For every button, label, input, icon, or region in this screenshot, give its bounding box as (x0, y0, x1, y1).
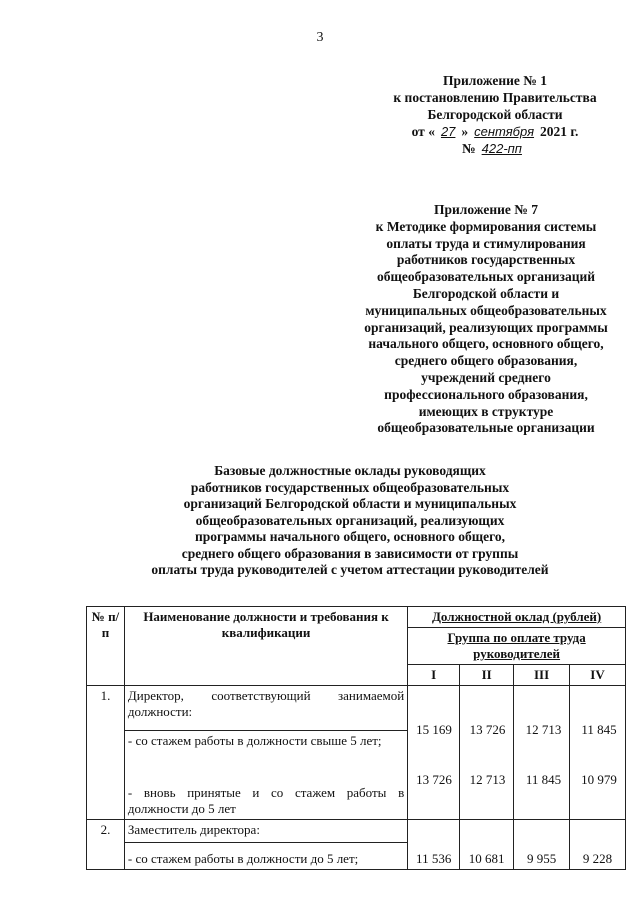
value-cell: 13 726 (416, 772, 452, 787)
header-number: № п/п (87, 607, 125, 686)
appendix7-line: Приложение № 7 (434, 202, 538, 217)
appendix7-line: имеющих в структуре (418, 403, 554, 419)
value-cell: 12 713 (525, 722, 562, 737)
date-year: 2021 г. (540, 124, 579, 139)
appendix7-line: профессионального образования, (384, 386, 588, 402)
appendix1-date (370, 123, 620, 140)
appendix7-line: организаций, реализующих программы (364, 319, 608, 335)
row1-values-a (408, 722, 626, 738)
appendix7-line: общеобразовательные организации (377, 420, 595, 436)
date-day: 27 (440, 124, 456, 139)
group-iv: IV (570, 665, 626, 686)
value-cell: 13 726 (469, 722, 506, 737)
value-cell: 15 169 (416, 722, 452, 737)
appendix7-line: оплаты труда и стимулирования (386, 235, 586, 251)
title-line: организаций Белгородской области и муниципальных (183, 496, 517, 511)
document-title (120, 463, 580, 579)
group-ii: II (460, 665, 514, 686)
appendix7-line: среднего общего образования, (394, 353, 578, 369)
row-number: 1. (87, 686, 125, 820)
title-line: среднего общего образования в зависимости от группы (181, 545, 519, 561)
appendix7-line: муниципальных общеобразовательных (365, 302, 607, 318)
value-cell: 9 955 (514, 820, 570, 870)
value-cell: 9 228 (570, 820, 626, 870)
date-prefix: от « (411, 124, 435, 139)
header-group: Группа по оплате труда руководителей (408, 628, 626, 665)
appendix1-line3: Белгородской области (427, 107, 563, 122)
header-salary: Должностной оклад (рублей) (408, 607, 626, 628)
number-prefix: № (462, 141, 476, 156)
row-number: 2. (87, 820, 125, 870)
value-cell: 11 845 (581, 722, 617, 737)
row-title: Заместитель директора: (124, 820, 407, 843)
group-iii: III (514, 665, 570, 686)
appendix7-line: начального общего, основного общего, (368, 336, 604, 352)
row-subitem: - со стажем работы в должности до 5 лет; (124, 843, 407, 870)
appendix7-block (345, 202, 627, 437)
value-cell: 10 979 (581, 772, 617, 787)
value-cell: 12 713 (469, 772, 506, 787)
title-line: работников государственных общеобразовательных (190, 479, 510, 495)
appendix1-line1: Приложение № 1 (443, 73, 547, 88)
title-line: программы начального общего, основного общего, (194, 529, 506, 544)
title-line: оплаты труда руководителей с учетом аттестации руководителей (151, 562, 549, 577)
group-i: I (408, 665, 460, 686)
appendix7-line: общеобразовательных организаций (376, 269, 596, 285)
value-cell: 11 845 (525, 772, 562, 787)
appendix1-line2: к постановлению Правительства (393, 90, 597, 105)
appendix7-line: Белгородской области и (412, 285, 560, 301)
title-line: Базовые должностные оклады руководящих (214, 463, 486, 478)
page-number: 3 (316, 30, 324, 45)
row1-values-b (408, 772, 626, 788)
row-title: Директор, соответствующий занимаемой должности: (124, 686, 407, 731)
header-position: Наименование должности и требования к квалификации (124, 607, 407, 686)
appendix7-line: к Методике формирования системы (375, 218, 597, 234)
appendix7-line: работников государственных (396, 252, 576, 268)
date-mid: » (461, 124, 469, 139)
number-value: 422-пп (481, 141, 522, 156)
salary-table (86, 606, 626, 870)
value-cell: 11 536 (408, 820, 460, 870)
value-cell: 10 681 (460, 820, 514, 870)
row-subitem: - со стажем работы в должности свыше 5 лет; (124, 731, 407, 784)
title-line: общеобразовательных организаций, реализующих (195, 512, 505, 528)
appendix1-block (370, 72, 620, 157)
appendix7-line: учреждений среднего (421, 369, 551, 385)
appendix1-number (370, 140, 620, 157)
row-subitem: - вновь принятые и со стажем работы в должности до 5 лет (124, 783, 407, 820)
table-row (87, 820, 626, 843)
date-month: сентября (474, 124, 535, 139)
